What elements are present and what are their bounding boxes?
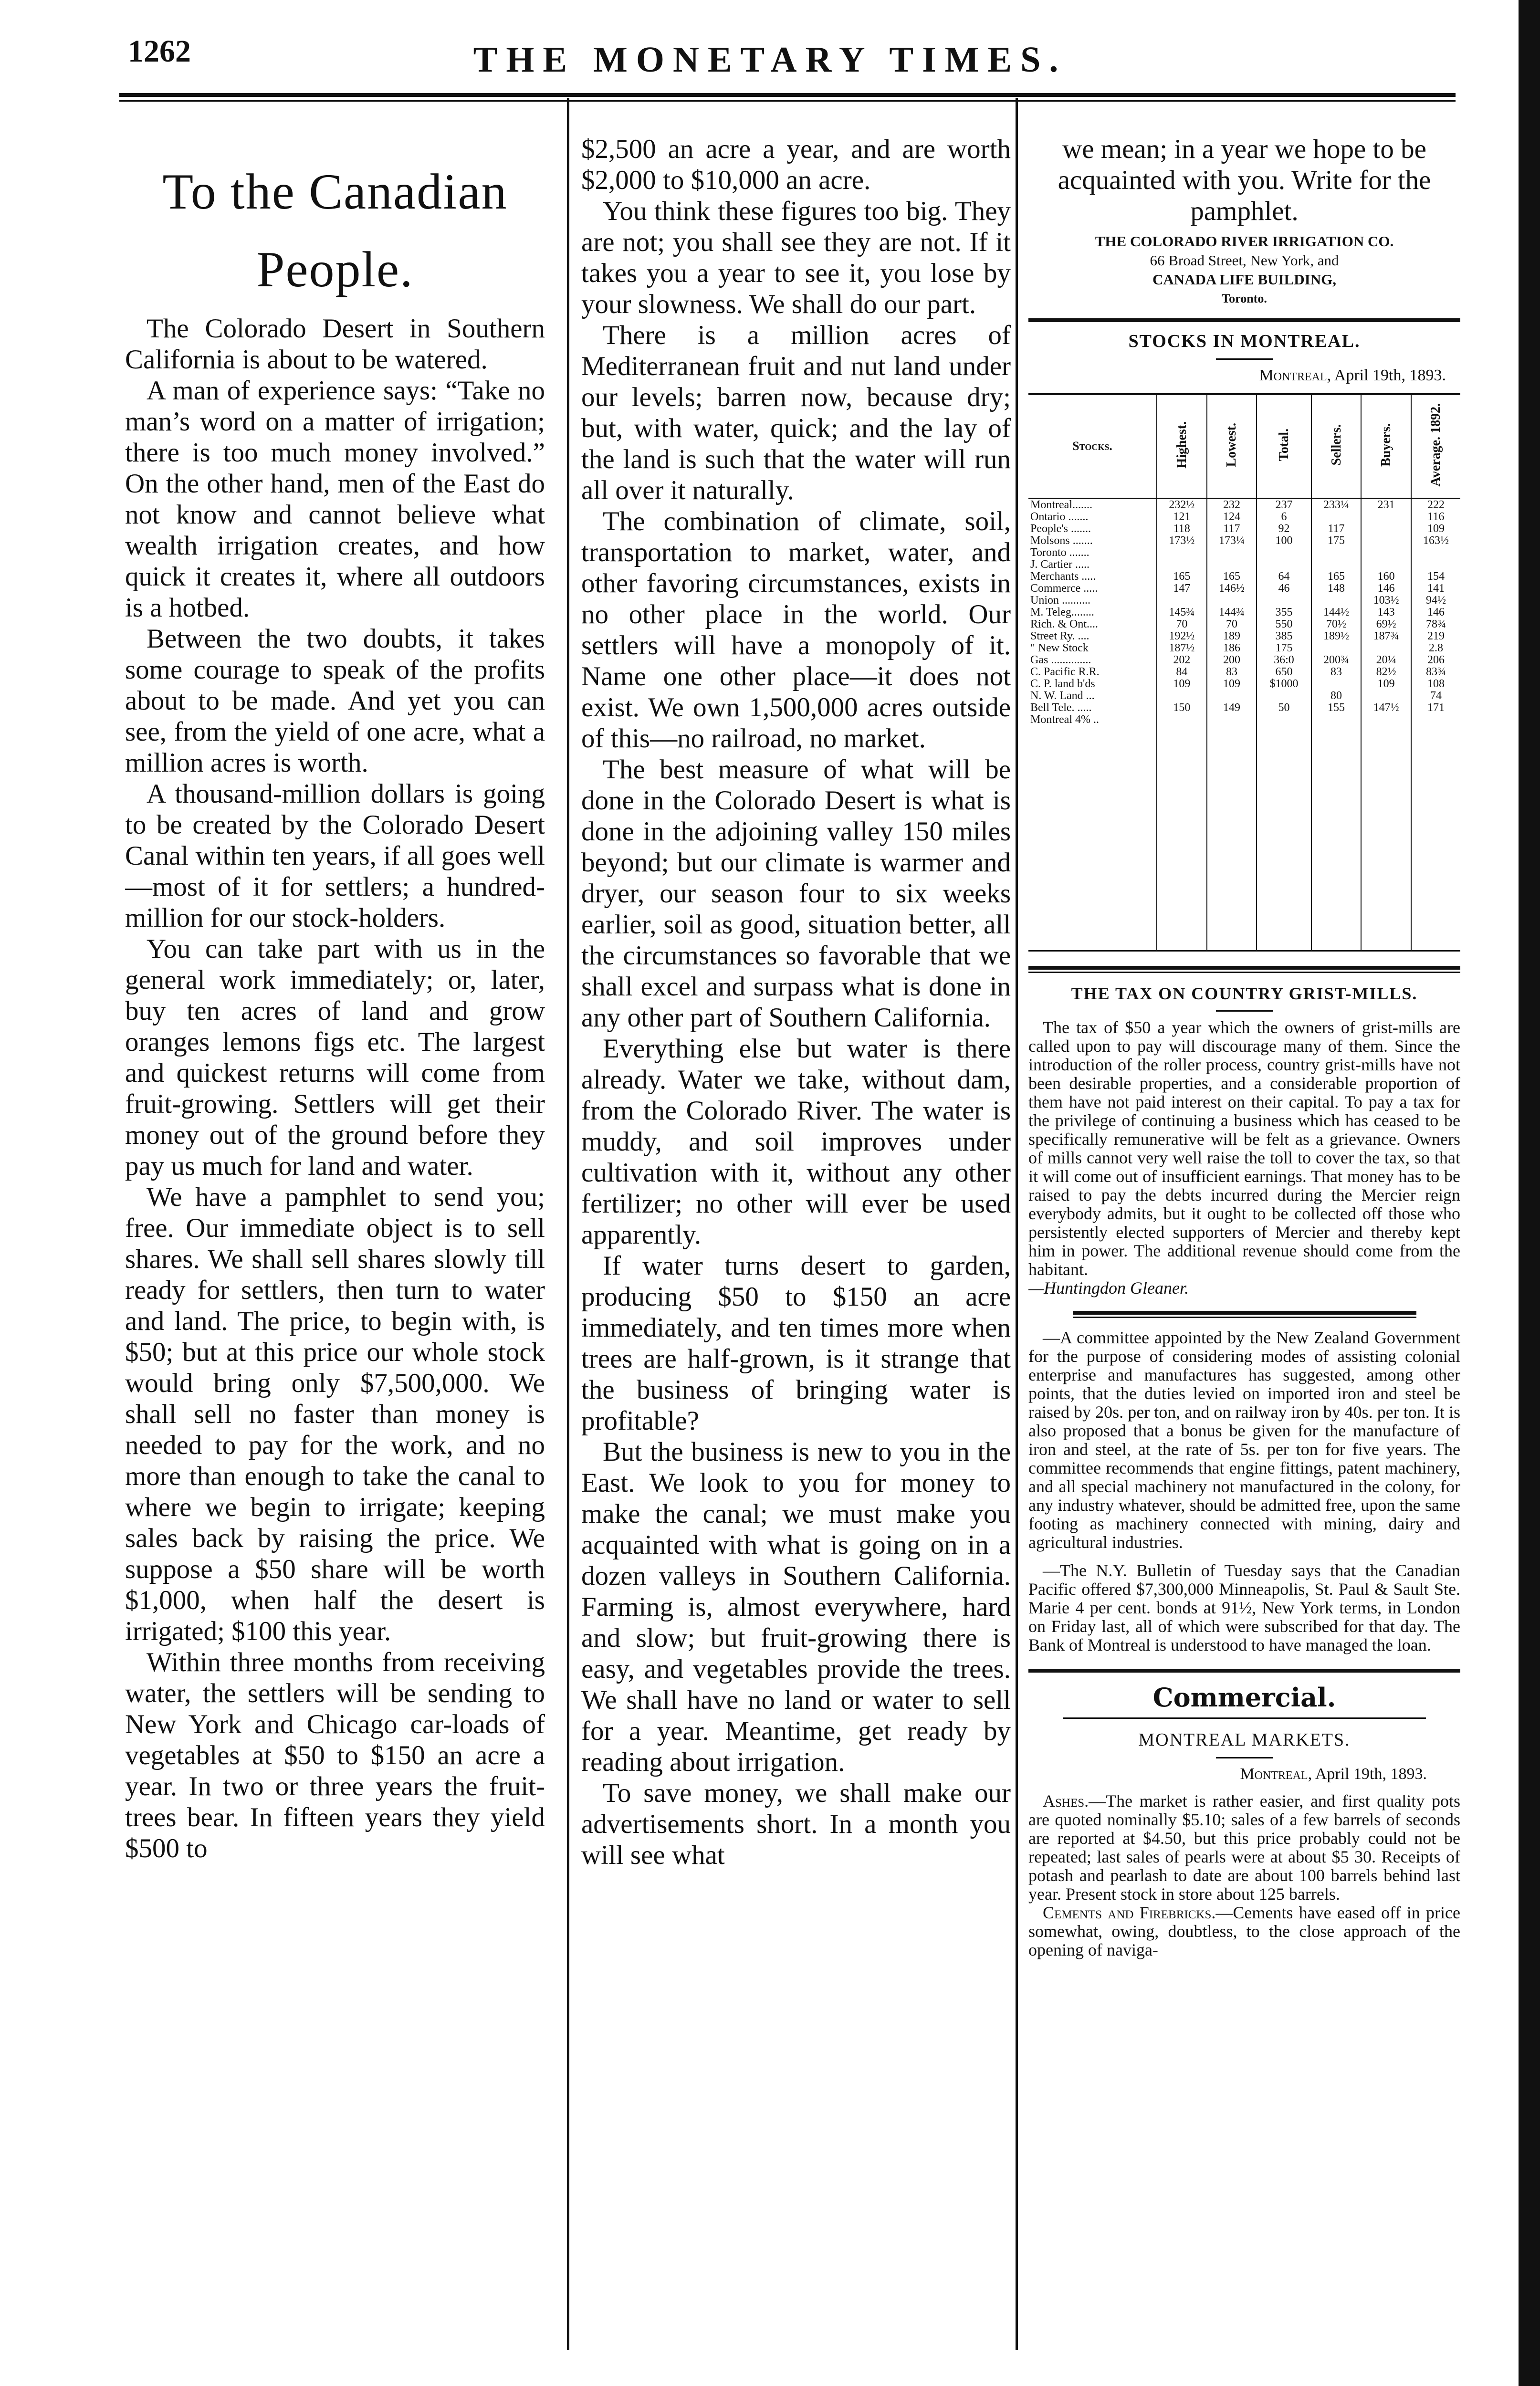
paragraph: To save money, we shall make our advertisements short. In a month you will see what <box>581 1778 1011 1870</box>
stock-value-cell: 150 <box>1157 702 1207 714</box>
stock-value-cell <box>1157 690 1207 702</box>
stock-value-cell: 187¾ <box>1361 630 1411 642</box>
column-middle <box>581 134 1011 2376</box>
stock-value-cell: 202 <box>1157 654 1207 666</box>
stock-value-cell: 70½ <box>1311 618 1362 630</box>
stock-value-cell <box>1207 559 1257 571</box>
stocks-table <box>1028 393 1460 952</box>
dateline-city: Montreal, <box>1259 366 1331 384</box>
news-item-bulletin: —The N.Y. Bulletin of Tuesday says that the Canadian Pacific offered $7,300,000 Minneapolis, St. Paul & Sault Ste. Marie 4 per cent. bonds at 91½, New York terms, in London on Friday last, all of which were subscribed for that day. The Bank of Montreal is understood to have managed the loan. <box>1028 1561 1460 1654</box>
stock-value-cell <box>1257 690 1311 702</box>
table-row <box>1028 666 1460 678</box>
stock-value-cell: 141 <box>1411 583 1460 595</box>
table-row <box>1028 714 1460 726</box>
stock-value-cell: 219 <box>1411 630 1460 642</box>
paragraph: A man of experience says: “Take no man’s word on a matter of irrigation; there is too much money involved.” On the other hand, men of the East do not know and cannot believe what wealth irrigation creates, and how quick it creates it, where all outdoors is a hotbed. <box>125 376 545 623</box>
stock-value-cell: 36:0 <box>1257 654 1311 666</box>
stock-value-cell: 189 <box>1207 630 1257 642</box>
table-row <box>1028 559 1460 571</box>
stock-value-cell: 70 <box>1157 618 1207 630</box>
stock-name-cell: J. Cartier ..... <box>1030 558 1090 571</box>
blank-cell <box>1361 726 1411 951</box>
table-row <box>1028 511 1460 523</box>
stock-value-cell: 165 <box>1311 571 1362 583</box>
column-header: Lowest. <box>1207 394 1257 499</box>
top-rule <box>119 93 1456 97</box>
stock-value-cell: 146½ <box>1207 583 1257 595</box>
stock-value-cell: 231 <box>1361 499 1411 512</box>
stock-value-cell: 83 <box>1311 666 1362 678</box>
stock-value-cell <box>1257 595 1311 607</box>
ad-closing-text: we mean; in a year we hope to be acquainted with you. Write for the pamphlet. <box>1058 134 1431 226</box>
stocks-title: STOCKS IN MONTREAL. <box>1128 331 1361 351</box>
short-rule <box>1216 1757 1273 1758</box>
stock-value-cell: 206 <box>1411 654 1460 666</box>
ashes-report: Ashes.—The market is rather easier, and first quality pots are quoted nominally $5.10; sales of a few barrels of seconds are reported at $4.50, but this price probably could not be repeated; last sales of pearls were at about $5 30. Receipts of potash and pearlash to date are about 100 barrels behind last year. Present stock in store about 125 barrels. <box>1028 1791 1460 1904</box>
stock-value-cell: 83¾ <box>1411 666 1460 678</box>
stock-name-cell: Gas .............. <box>1030 654 1091 666</box>
stock-value-cell: 175 <box>1257 642 1311 654</box>
column-header: Sellers. <box>1311 394 1362 499</box>
stock-value-cell: 155 <box>1311 702 1362 714</box>
paragraph: A thousand-million dollars is going to be created by the Colorado Desert Canal within ten years, if all goes well—most of it for settlers; a hundred-million for our stock-holders. <box>125 779 545 933</box>
stock-value-cell <box>1311 547 1362 559</box>
stock-value-cell: 163½ <box>1411 535 1460 547</box>
section-rule <box>1028 318 1460 322</box>
stock-value-cell: 144¾ <box>1207 607 1257 618</box>
stock-value-cell: 94½ <box>1411 595 1460 607</box>
stock-value-cell: 117 <box>1311 523 1362 535</box>
section-rule <box>1028 966 1460 970</box>
stock-value-cell: 109 <box>1411 523 1460 535</box>
company-name: THE COLORADO RIVER IRRIGATION CO. <box>1095 233 1394 250</box>
stock-name-cell: People's ....... <box>1030 523 1091 535</box>
stock-name-cell: Molsons ....... <box>1030 534 1093 547</box>
stock-value-cell: 200 <box>1207 654 1257 666</box>
stock-value-cell: 173½ <box>1157 535 1207 547</box>
table-row <box>1028 583 1460 595</box>
table-row <box>1028 595 1460 607</box>
stock-name-cell: Bell Tele. ..... <box>1030 701 1092 714</box>
section-rule-thin <box>1028 972 1460 973</box>
stock-value-cell: 143 <box>1361 607 1411 618</box>
ad-body <box>125 313 545 1864</box>
paragraph: You can take part with us in the general work immediately; or, later, buy ten acres of land and grow oranges lemons figs etc. The largest and quickest returns will come from fruit-growing. Settlers will get their money out of the ground before they pay us much for land and water. <box>125 934 545 1182</box>
table-row <box>1028 547 1460 559</box>
stock-value-cell <box>1311 678 1362 690</box>
stock-value-cell: 103½ <box>1361 595 1411 607</box>
stock-value-cell: 146 <box>1411 607 1460 618</box>
table-row <box>1028 642 1460 654</box>
paragraph: But the business is new to you in the East. We look to you for money to make the canal; we must make you acquainted with what is going on in a dozen valleys in Southern California. Farming is, almost everywhere, hard and slow; but fruit-growing there is easy, and vegetables provide the trees. We shall have no land or water to sell for a year. Meantime, get ready by reading about irrigation. <box>581 1437 1011 1777</box>
stock-value-cell <box>1361 690 1411 702</box>
stock-name-cell: Montreal....... <box>1030 499 1092 511</box>
stocks-table-header <box>1028 394 1460 499</box>
stock-value-cell: 145¾ <box>1157 607 1207 618</box>
short-rule <box>1216 1010 1273 1012</box>
stock-value-cell: 117 <box>1207 523 1257 535</box>
stock-value-cell: 109 <box>1361 678 1411 690</box>
blank-cell <box>1157 726 1207 951</box>
stock-value-cell <box>1361 535 1411 547</box>
stock-value-cell: 550 <box>1257 618 1311 630</box>
markets-dateline: Montreal, April 19th, 1893. <box>1240 1765 1427 1783</box>
stock-value-cell <box>1257 559 1311 571</box>
stock-value-cell: 149 <box>1207 702 1257 714</box>
stock-value-cell: 124 <box>1207 511 1257 523</box>
table-row <box>1028 690 1460 702</box>
stock-value-cell: 154 <box>1411 571 1460 583</box>
table-row <box>1028 618 1460 630</box>
stock-value-cell: 108 <box>1411 678 1460 690</box>
stock-value-cell <box>1411 559 1460 571</box>
stock-value-cell <box>1157 559 1207 571</box>
stock-value-cell: 2.8 <box>1411 642 1460 654</box>
stock-name-cell: Union .......... <box>1030 594 1090 607</box>
paragraph: Between the two doubts, it takes some courage to speak of the profits about to be made. And yet you can see, from the yield of one acre, what a million acres is worth. <box>125 624 545 778</box>
table-row <box>1028 523 1460 535</box>
stock-value-cell: 222 <box>1411 499 1460 512</box>
stock-name-cell: " New Stock <box>1030 642 1089 654</box>
commercial-heading: Commercial. <box>1152 1682 1336 1713</box>
stock-value-cell <box>1157 547 1207 559</box>
paragraph: There is a million acres of Mediterranean fruit and nut land under our levels; barren now, because dry; but, with water, quick; and the lay of the land is such that the water will run all over it naturally. <box>581 320 1011 505</box>
stock-value-cell <box>1361 642 1411 654</box>
stock-value-cell: 109 <box>1157 678 1207 690</box>
stock-value-cell <box>1157 714 1207 726</box>
stock-value-cell: 148 <box>1311 583 1362 595</box>
stock-value-cell: 165 <box>1157 571 1207 583</box>
stock-value-cell: 175 <box>1311 535 1362 547</box>
paragraph: The combination of climate, soil, transportation to market, water, and other favoring circumstances, exists in no other place in the world. Our settlers will have a monopoly of it. Name one other place—it does not exist. We own 1,500,000 acres outside of this—no railroad, no market. <box>581 506 1011 753</box>
stock-value-cell: 69½ <box>1361 618 1411 630</box>
paragraph: Everything else but water is there already. Water we take, without dam, from the Colorado River. The water is muddy, and soil improves under cultivation with it, without any other fertilizer; no other will ever be used apparently. <box>581 1034 1011 1250</box>
blank-cell <box>1028 726 1157 951</box>
stock-value-cell: 147 <box>1157 583 1207 595</box>
table-row <box>1028 535 1460 547</box>
blank-cell <box>1207 726 1257 951</box>
section-rule-thin <box>1063 1717 1426 1719</box>
blank-cell <box>1411 726 1460 951</box>
stock-value-cell: 650 <box>1257 666 1311 678</box>
section-rule <box>1073 1311 1416 1315</box>
stock-value-cell: 92 <box>1257 523 1311 535</box>
stock-value-cell: 189½ <box>1311 630 1362 642</box>
stock-value-cell <box>1311 559 1362 571</box>
stock-value-cell: 64 <box>1257 571 1311 583</box>
stock-value-cell: 82½ <box>1361 666 1411 678</box>
tax-source: —Huntingdon Gleaner. <box>1028 1278 1189 1298</box>
stock-value-cell: 116 <box>1411 511 1460 523</box>
stock-value-cell: 232½ <box>1157 499 1207 512</box>
stock-value-cell <box>1311 595 1362 607</box>
stock-value-cell <box>1257 547 1311 559</box>
running-title: THE MONETARY TIMES. <box>473 40 1067 80</box>
stock-name-cell: Merchants ..... <box>1030 570 1096 583</box>
column-right <box>1028 134 1460 2376</box>
stock-value-cell: 46 <box>1257 583 1311 595</box>
stock-name-cell: C. P. land b'ds <box>1030 678 1095 690</box>
stock-value-cell <box>1361 511 1411 523</box>
stocks-table-body <box>1028 499 1460 951</box>
stock-name-cell: Street Ry. .... <box>1030 630 1090 642</box>
column-header: Total. <box>1257 394 1311 499</box>
ad-headline: To the Canadian <box>162 164 508 220</box>
stock-name-cell: Montreal 4% .. <box>1030 713 1099 726</box>
stock-value-cell <box>1207 547 1257 559</box>
paragraph: The Colorado Desert in Southern California is about to be watered. <box>125 314 545 375</box>
blank-cell <box>1257 726 1311 951</box>
stock-name-cell: N. W. Land ... <box>1030 690 1095 702</box>
company-city: Toronto. <box>1222 292 1267 305</box>
page-number: 1262 <box>128 34 191 69</box>
column-divider <box>1016 98 1018 2350</box>
stock-value-cell: 147½ <box>1361 702 1411 714</box>
stock-name-cell: Toronto ....... <box>1030 546 1090 559</box>
stock-value-cell <box>1207 714 1257 726</box>
stock-value-cell: 100 <box>1257 535 1311 547</box>
news-item-new-zealand: —A committee appointed by the New Zealand Government for the purpose of considering modes of assisting colonial enterprise and manufactures has suggested, among other points, that the duties levied on imported iron and steel be raised by 20s. per ton, and on railway iron by 40s. per ton. It is also proposed that a bonus be given for the manufacture of iron and steel, at the rate of 5s. per ton for five years. The committee recommends that engine fittings, patent machinery, and all special machinery not manufactured in the colony, for any industry whatever, should be admitted free, upon the same footing as machinery connected with mining, dairy and agricultural industries. <box>1028 1328 1460 1552</box>
table-row <box>1028 702 1460 714</box>
table-row <box>1028 607 1460 618</box>
stock-name-cell: Commerce ..... <box>1030 582 1098 595</box>
stock-value-cell: 173¼ <box>1207 535 1257 547</box>
blank-cell <box>1311 726 1362 951</box>
column-header: Stocks. <box>1072 439 1112 453</box>
paragraph: Within three months from receiving water, the settlers will be sending to New York and Chicago car-loads of vegetables at $50 to $150 an acre a year. In two or three years the fruit-trees bear. In fifteen years they yield $500 to <box>125 1647 545 1864</box>
markets-subheading: MONTREAL MARKETS. <box>1138 1730 1351 1750</box>
stock-value-cell: 200¾ <box>1311 654 1362 666</box>
table-row <box>1028 678 1460 690</box>
stock-value-cell: 186 <box>1207 642 1257 654</box>
section-rule <box>1028 1669 1460 1673</box>
stock-value-cell: 355 <box>1257 607 1311 618</box>
dateline-date: April 19th, 1893. <box>1334 366 1446 384</box>
stock-name-cell: M. Teleg........ <box>1030 606 1094 618</box>
column-header: Average. 1892. <box>1411 394 1460 499</box>
stock-value-cell: 83 <box>1207 666 1257 678</box>
stock-value-cell: 70 <box>1207 618 1257 630</box>
stock-value-cell: 385 <box>1257 630 1311 642</box>
stock-value-cell: 74 <box>1411 690 1460 702</box>
stock-value-cell: 121 <box>1157 511 1207 523</box>
stock-value-cell: 165 <box>1207 571 1257 583</box>
stock-value-cell <box>1207 690 1257 702</box>
stock-value-cell: 109 <box>1207 678 1257 690</box>
stock-value-cell: 160 <box>1361 571 1411 583</box>
paragraph: $2,500 an acre a year, and are worth $2,000 to $10,000 an acre. <box>581 134 1011 195</box>
stock-value-cell: 50 <box>1257 702 1311 714</box>
paragraph: We have a pamphlet to send you; free. Our immediate object is to sell shares. We shall sell shares slowly till ready for settlers, then turn to water and land. The price, to begin with, is $50; but at this price our whole stock would bring only $7,500,000. We shall sell no faster than money is needed to pay for the work, and no more than enough to take the canal to where we begin to irrigate; keeping sales back by raising the price. We suppose a $50 share will be worth $1,000, when half the desert is irrigated; $100 this year. <box>125 1182 545 1647</box>
ad-headline: People. <box>256 241 414 298</box>
stock-name-cell: C. Pacific R.R. <box>1030 666 1100 678</box>
stock-name-cell: Ontario ....... <box>1030 511 1089 523</box>
stock-value-cell: 187½ <box>1157 642 1207 654</box>
column-left <box>125 157 545 2372</box>
column-divider <box>567 98 569 2350</box>
page-edge-shadow <box>1519 0 1540 2386</box>
stock-value-cell <box>1157 595 1207 607</box>
company-building: CANADA LIFE BUILDING, <box>1152 271 1336 288</box>
tax-title: THE TAX ON COUNTRY GRIST-MILLS. <box>1071 984 1418 1003</box>
stock-value-cell: 144½ <box>1311 607 1362 618</box>
stock-value-cell <box>1361 714 1411 726</box>
tax-article: The tax of $50 a year which the owners of grist-mills are called upon to pay will discourage many of them. Since the introduction of the roller process, country grist-mills have not been desirable properties, and a considerable proportion of them have not paid interest on their capital. To pay a tax for the privilege of continuing a business which has ceased to be specifically remunerative will be felt as a grievance. Owners of mills cannot very well raise the toll to cover the tax, so that it will come out of insufficient earnings. That money has to be raised to pay the debts incurred during the Mercier reign everybody admits, but it ought to be collected off those who persistently elected supporters of Mercier and thereby kept him in power. The additional revenue should come from the habitant. —Huntingdon Gleaner. <box>1028 1018 1460 1298</box>
stock-value-cell: 192½ <box>1157 630 1207 642</box>
column-header: Buyers. <box>1361 394 1411 499</box>
stock-value-cell <box>1411 714 1460 726</box>
stock-value-cell: 233¼ <box>1311 499 1362 512</box>
stock-value-cell <box>1257 714 1311 726</box>
stock-value-cell <box>1311 642 1362 654</box>
table-row <box>1028 571 1460 583</box>
stock-value-cell <box>1411 547 1460 559</box>
stocks-dateline <box>1028 366 1446 385</box>
stock-value-cell: $1000 <box>1257 678 1311 690</box>
paragraph: If water turns desert to garden, producing $50 to $150 an acre immediately, and ten times more when trees are half-grown, is it strange that the business of bringing water is profitable? <box>581 1251 1011 1436</box>
table-row <box>1028 630 1460 642</box>
stock-value-cell: 146 <box>1361 583 1411 595</box>
ad-body-continued <box>581 134 1011 1871</box>
company-address: 66 Broad Street, New York, and <box>1150 252 1339 269</box>
stock-value-cell <box>1207 595 1257 607</box>
paragraph: The best measure of what will be done in the Colorado Desert is what is done in the adjoining valley 150 miles beyond; but our climate is warmer and dryer, our season four to six weeks earlier, soil as good, situation better, all the circumstances so favorable that we shall excel and surpass what is done in any other part of Southern California. <box>581 754 1011 1033</box>
stock-name-cell: Rich. & Ont.... <box>1030 618 1098 630</box>
stock-value-cell: 80 <box>1311 690 1362 702</box>
stock-value-cell: 20¼ <box>1361 654 1411 666</box>
stock-value-cell <box>1361 523 1411 535</box>
stock-value-cell: 84 <box>1157 666 1207 678</box>
stock-value-cell: 78¾ <box>1411 618 1460 630</box>
stock-value-cell: 6 <box>1257 511 1311 523</box>
table-blank-row <box>1028 726 1460 951</box>
stock-value-cell: 232 <box>1207 499 1257 512</box>
stock-value-cell <box>1311 714 1362 726</box>
section-rule-thin <box>1073 1317 1416 1318</box>
cements-report: Cements and Firebricks.—Cements have eased off in price somewhat, owing, doubtless, to the close approach of the opening of naviga- <box>1028 1903 1460 1959</box>
top-rule-thin <box>119 100 1456 102</box>
table-row <box>1028 654 1460 666</box>
column-header: Highest. <box>1157 394 1207 499</box>
stock-value-cell <box>1311 511 1362 523</box>
stock-value-cell: 118 <box>1157 523 1207 535</box>
stock-value-cell <box>1361 547 1411 559</box>
paragraph: You think these figures too big. They are not; you shall see they are not. If it takes you a year to see it, you lose by your slowness. We shall do our part. <box>581 196 1011 319</box>
stock-value-cell: 171 <box>1411 702 1460 714</box>
short-rule <box>1216 358 1273 360</box>
table-row <box>1028 499 1460 512</box>
stock-value-cell <box>1361 559 1411 571</box>
stock-value-cell: 237 <box>1257 499 1311 512</box>
